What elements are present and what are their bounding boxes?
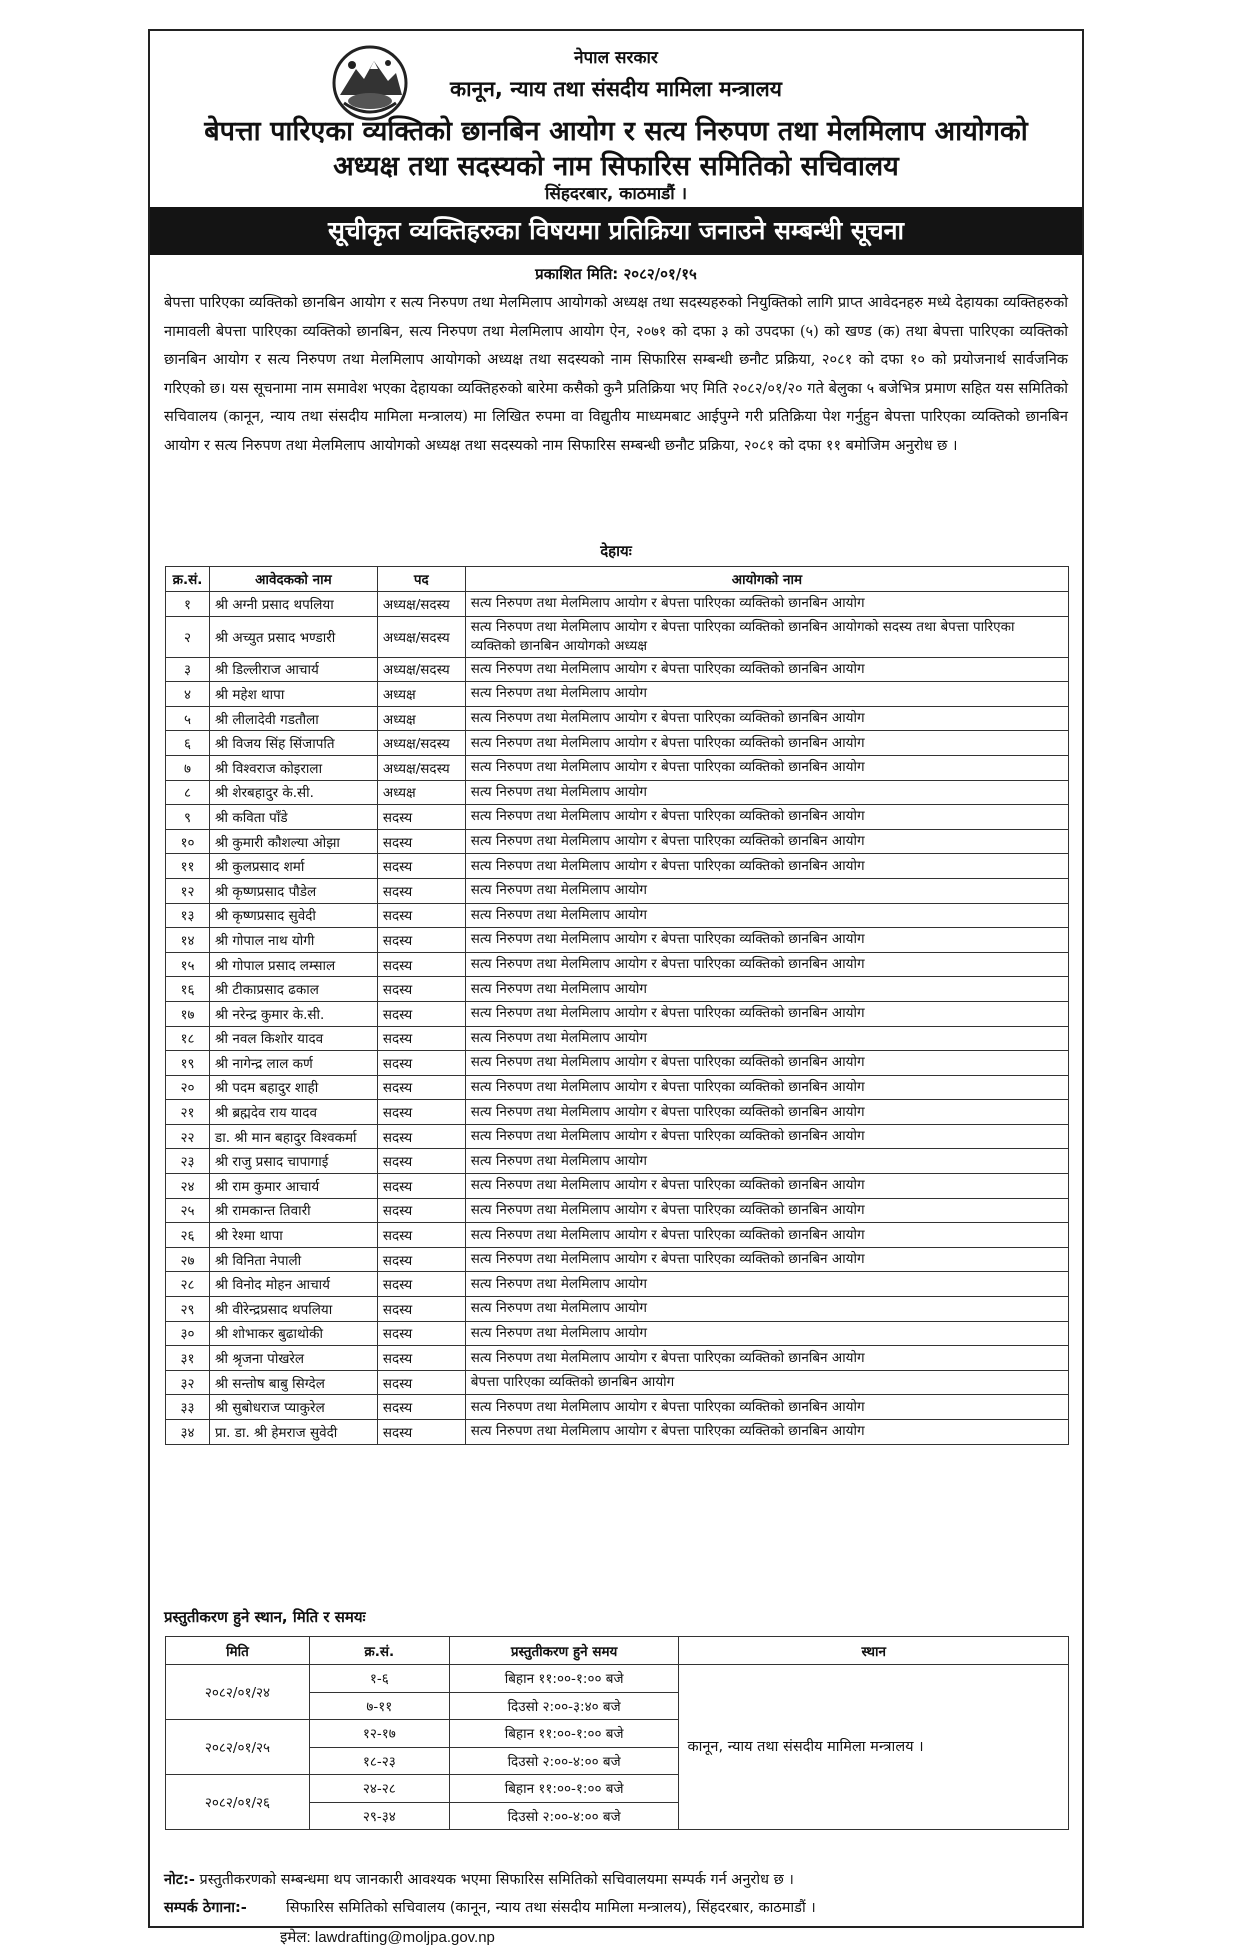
pres-serial-range: २४-२८ bbox=[309, 1775, 449, 1803]
presentation-table bbox=[165, 1636, 1069, 1830]
cell-post: सदस्य bbox=[377, 1395, 465, 1420]
pres-col-date: मिति bbox=[166, 1637, 310, 1665]
cell-post: सदस्य bbox=[377, 1420, 465, 1445]
notice-header bbox=[150, 31, 1082, 207]
table-row bbox=[166, 1297, 1069, 1322]
table-row bbox=[166, 780, 1069, 805]
cell-post: सदस्य bbox=[377, 928, 465, 953]
office-location: सिंहदरबार, काठमाडौं । bbox=[544, 184, 688, 204]
cell-serial: ३३ bbox=[166, 1395, 210, 1420]
table-row bbox=[166, 592, 1069, 617]
cell-serial: १५ bbox=[166, 952, 210, 977]
list-heading: देहायः bbox=[600, 542, 632, 560]
notice-body: बेपत्ता पारिएका व्यक्तिको छानबिन आयोग र सत्य निरुपण तथा मेलमिलाप आयोगको अध्यक्ष तथा सदस्यहरुको नियुक्तिको लागि प्राप्त आवेदनहरु मध्ये देहायका व्यक्तिहरुको नामावली बेपत्ता पारिएका व्यक्तिको छानबिन, सत्य निरुपण तथा मेलमिलाप आयोग ऐन, २०७१ को दफा ३ को उपदफा (५) को खण्ड (क) तथा बेपत्ता पारिएका व्यक्तिको छानबिन आयोग र सत्य निरुपण तथा मेलमिलाप आयोगको अध्यक्ष तथा सदस्यको नाम सिफारिस सम्बन्धी छनौट प्रक्रिया, २०८१ को दफा १० को प्रयोजनार्थ सार्वजनिक गरिएको छ। यस सूचनामा नाम समावेश भएका देहायका व्यक्तिहरुको बारेमा कसैको कुनै प्रतिक्रिया भए मिति २०८२/०१/२० गते बेलुका ५ बजेभित्र प्रमाण सहित यस समितिको सचिवालय (कानून, न्याय तथा संसदीय मामिला मन्त्रालय) मा लिखित रुपमा वा विद्युतीय माध्यमबाट आईपुग्ने गरी प्रतिक्रिया पेश गर्नुहुन बेपत्ता पारिएका व्यक्तिको छानबिन आयोग र सत्य निरुपण तथा मेलमिलाप आयोगको अध्यक्ष तथा सदस्यको नाम सिफारिस सम्बन्धी छनौट प्रक्रिया, २०८१ को दफा ११ बमोजिम अनुरोध छ । bbox=[164, 294, 1068, 454]
cell-applicant-name: श्री राजु प्रसाद चापागाई bbox=[209, 1149, 377, 1174]
cell-serial: ३४ bbox=[166, 1420, 210, 1445]
government-name: नेपाल सरकार bbox=[574, 48, 658, 68]
cell-post: अध्यक्ष/सदस्य bbox=[377, 755, 465, 780]
cell-serial: ३२ bbox=[166, 1370, 210, 1395]
cell-post: सदस्य bbox=[377, 1075, 465, 1100]
email-link[interactable]: lawdrafting@moljpa.gov.np bbox=[314, 1929, 495, 1946]
cell-serial: ३१ bbox=[166, 1346, 210, 1371]
cell-commission: सत्य निरुपण तथा मेलमिलाप आयोग र बेपत्ता पारिएका व्यक्तिको छानबिन आयोग bbox=[465, 1223, 1068, 1248]
cell-serial: २२ bbox=[166, 1124, 210, 1149]
table-header-row bbox=[166, 567, 1069, 592]
cell-commission: सत्य निरुपण तथा मेलमिलाप आयोग र बेपत्ता पारिएका व्यक्तिको छानबिन आयोग bbox=[465, 854, 1068, 879]
cell-applicant-name: श्री रामकान्त तिवारी bbox=[209, 1198, 377, 1223]
cell-post: सदस्य bbox=[377, 977, 465, 1002]
cell-commission: सत्य निरुपण तथा मेलमिलाप आयोग र बेपत्ता पारिएका व्यक्तिको छानबिन आयोगको सदस्य तथा बेपत्ता पारिएका व्यक्तिको छानबिन आयोगको अध्यक्ष bbox=[465, 616, 1068, 657]
cell-serial: १० bbox=[166, 829, 210, 854]
note bbox=[164, 1869, 1068, 1889]
cell-post: अध्यक्ष bbox=[377, 706, 465, 731]
email-label: इमेल: bbox=[280, 1929, 311, 1946]
cell-commission: सत्य निरुपण तथा मेलमिलाप आयोग bbox=[465, 1321, 1068, 1346]
table-row bbox=[166, 928, 1069, 953]
office-title-line1: बेपत्ता पारिएका व्यक्तिको छानबिन आयोग र सत्य निरुपण तथा मेलमिलाप आयोगको bbox=[204, 116, 1028, 147]
cell-applicant-name: श्री लीलादेवी गडतौला bbox=[209, 706, 377, 731]
cell-post: सदस्य bbox=[377, 1001, 465, 1026]
cell-applicant-name: श्री कृष्णप्रसाद सुवेदी bbox=[209, 903, 377, 928]
cell-serial: २५ bbox=[166, 1198, 210, 1223]
cell-post: सदस्य bbox=[377, 829, 465, 854]
cell-applicant-name: श्री श्रृजना पोखरेल bbox=[209, 1346, 377, 1371]
table-row bbox=[166, 829, 1069, 854]
col-header-name: आवेदकको नाम bbox=[209, 567, 377, 592]
cell-commission: सत्य निरुपण तथा मेलमिलाप आयोग bbox=[465, 977, 1068, 1002]
office-title-line2: अध्यक्ष तथा सदस्यको नाम सिफारिस समितिको सचिवालय bbox=[333, 151, 899, 182]
cell-commission: सत्य निरुपण तथा मेलमिलाप आयोग र बेपत्ता पारिएका व्यक्तिको छानबिन आयोग bbox=[465, 1100, 1068, 1125]
cell-applicant-name: श्री नवल किशोर यादव bbox=[209, 1026, 377, 1051]
table-row bbox=[166, 1174, 1069, 1199]
notice-banner: सूचीकृत व्यक्तिहरुका विषयमा प्रतिक्रिया जनाउने सम्बन्धी सूचना bbox=[150, 207, 1082, 255]
pres-time: दिउसो २:००-४:०० बजे bbox=[449, 1802, 679, 1830]
cell-commission: सत्य निरुपण तथा मेलमिलाप आयोग र बेपत्ता पारिएका व्यक्तिको छानबिन आयोग bbox=[465, 1124, 1068, 1149]
cell-post: सदस्य bbox=[377, 952, 465, 977]
cell-commission: सत्य निरुपण तथा मेलमिलाप आयोग bbox=[465, 780, 1068, 805]
note-text: प्रस्तुतीकरणको सम्बन्धमा थप जानकारी आवश्यक भएमा सिफारिस समितिको सचिवालयमा सम्पर्क गर्न अनुरोध छ । bbox=[199, 1872, 794, 1888]
cell-applicant-name: श्री कुमारी कौशल्या ओझा bbox=[209, 829, 377, 854]
cell-commission: सत्य निरुपण तथा मेलमिलाप आयोग र बेपत्ता पारिएका व्यक्तिको छानबिन आयोग bbox=[465, 755, 1068, 780]
pres-time: दिउसो २:००-४:०० बजे bbox=[449, 1747, 679, 1775]
cell-serial: १९ bbox=[166, 1051, 210, 1076]
cell-post: सदस्य bbox=[377, 1198, 465, 1223]
table-row bbox=[166, 952, 1069, 977]
table-row bbox=[166, 1149, 1069, 1174]
pres-serial-range: २९-३४ bbox=[309, 1802, 449, 1830]
email-line bbox=[280, 1927, 495, 1947]
cell-commission: सत्य निरुपण तथा मेलमिलाप आयोग bbox=[465, 1149, 1068, 1174]
cell-post: सदस्य bbox=[377, 1124, 465, 1149]
cell-post: सदस्य bbox=[377, 878, 465, 903]
pres-date: २०८२/०१/२४ bbox=[166, 1665, 310, 1720]
cell-post: अध्यक्ष bbox=[377, 682, 465, 707]
table-row bbox=[166, 755, 1069, 780]
cell-serial: ६ bbox=[166, 731, 210, 756]
cell-post: सदस्य bbox=[377, 1100, 465, 1125]
cell-serial: २० bbox=[166, 1075, 210, 1100]
cell-applicant-name: श्री कृष्णप्रसाद पौडेल bbox=[209, 878, 377, 903]
cell-applicant-name: श्री महेश थापा bbox=[209, 682, 377, 707]
cell-commission: सत्य निरुपण तथा मेलमिलाप आयोग र बेपत्ता पारिएका व्यक्तिको छानबिन आयोग bbox=[465, 731, 1068, 756]
pres-date: २०८२/०१/२५ bbox=[166, 1720, 310, 1775]
cell-applicant-name: डा. श्री मान बहादुर विश्वकर्मा bbox=[209, 1124, 377, 1149]
presentation-header-row bbox=[166, 1637, 1069, 1665]
cell-applicant-name: श्री राम कुमार आचार्य bbox=[209, 1174, 377, 1199]
cell-applicant-name: श्री शेरबहादुर के.सी. bbox=[209, 780, 377, 805]
cell-applicant-name: श्री ब्रह्मदेव राय यादव bbox=[209, 1100, 377, 1125]
cell-commission: बेपत्ता पारिएका व्यक्तिको छानबिन आयोग bbox=[465, 1370, 1068, 1395]
table-row bbox=[166, 1420, 1069, 1445]
table-row bbox=[166, 1051, 1069, 1076]
table-row bbox=[166, 657, 1069, 682]
cell-post: सदस्य bbox=[377, 1321, 465, 1346]
cell-commission: सत्य निरुपण तथा मेलमिलाप आयोग र बेपत्ता पारिएका व्यक्तिको छानबिन आयोग bbox=[465, 829, 1068, 854]
cell-post: सदस्य bbox=[377, 854, 465, 879]
note-label: नोट:- bbox=[164, 1872, 195, 1888]
cell-post: सदस्य bbox=[377, 1174, 465, 1199]
cell-serial: २८ bbox=[166, 1272, 210, 1297]
published-date: प्रकाशित मिति: २०८२/०१/१५ bbox=[535, 265, 697, 283]
cell-commission: सत्य निरुपण तथा मेलमिलाप आयोग bbox=[465, 1297, 1068, 1322]
table-row bbox=[166, 1100, 1069, 1125]
cell-serial: २७ bbox=[166, 1247, 210, 1272]
cell-serial: २४ bbox=[166, 1174, 210, 1199]
table-row bbox=[166, 682, 1069, 707]
contact-text: सिफारिस समितिको सचिवालय (कानून, न्याय तथा संसदीय मामिला मन्त्रालय), सिंहदरबार, काठमाडौं । bbox=[286, 1900, 816, 1916]
pres-date: २०८२/०१/२६ bbox=[166, 1775, 310, 1830]
candidate-table bbox=[165, 566, 1069, 1445]
cell-commission: सत्य निरुपण तथा मेलमिलाप आयोग र बेपत्ता पारिएका व्यक्तिको छानबिन आयोग bbox=[465, 1198, 1068, 1223]
cell-serial: १३ bbox=[166, 903, 210, 928]
cell-post: सदस्य bbox=[377, 1149, 465, 1174]
cell-serial: १७ bbox=[166, 1001, 210, 1026]
cell-commission: सत्य निरुपण तथा मेलमिलाप आयोग bbox=[465, 1272, 1068, 1297]
cell-post: अध्यक्ष/सदस्य bbox=[377, 657, 465, 682]
col-header-commission: आयोगको नाम bbox=[465, 567, 1068, 592]
table-row bbox=[166, 1272, 1069, 1297]
cell-serial: ७ bbox=[166, 755, 210, 780]
cell-serial: ३० bbox=[166, 1321, 210, 1346]
ministry-name: कानून, न्याय तथा संसदीय मामिला मन्त्रालय bbox=[450, 77, 782, 101]
pres-serial-range: १८-२३ bbox=[309, 1747, 449, 1775]
pres-serial-range: ७-११ bbox=[309, 1692, 449, 1720]
table-row bbox=[166, 1124, 1069, 1149]
cell-applicant-name: श्री सन्तोष बाबु सिग्देल bbox=[209, 1370, 377, 1395]
table-row bbox=[166, 731, 1069, 756]
cell-commission: सत्य निरुपण तथा मेलमिलाप आयोग र बेपत्ता पारिएका व्यक्तिको छानबिन आयोग bbox=[465, 928, 1068, 953]
pres-time: बिहान ११:००-१:०० बजे bbox=[449, 1665, 679, 1693]
table-row bbox=[166, 1321, 1069, 1346]
cell-commission: सत्य निरुपण तथा मेलमिलाप आयोग र बेपत्ता पारिएका व्यक्तिको छानबिन आयोग bbox=[465, 952, 1068, 977]
cell-serial: २१ bbox=[166, 1100, 210, 1125]
table-row bbox=[166, 1395, 1069, 1420]
pres-serial-range: १-६ bbox=[309, 1665, 449, 1693]
pres-time: बिहान ११:००-१:०० बजे bbox=[449, 1775, 679, 1803]
cell-applicant-name: श्री नागेन्द्र लाल कर्ण bbox=[209, 1051, 377, 1076]
pres-time: बिहान ११:००-१:०० बजे bbox=[449, 1720, 679, 1748]
table-row bbox=[166, 616, 1069, 657]
cell-post: सदस्य bbox=[377, 1223, 465, 1248]
cell-commission: सत्य निरुपण तथा मेलमिलाप आयोग र बेपत्ता पारिएका व्यक्तिको छानबिन आयोग bbox=[465, 1346, 1068, 1371]
cell-applicant-name: श्री कविता पाँडे bbox=[209, 805, 377, 830]
table-row bbox=[166, 977, 1069, 1002]
cell-post: सदस्य bbox=[377, 1370, 465, 1395]
cell-post: सदस्य bbox=[377, 1247, 465, 1272]
cell-applicant-name: श्री वीरेन्द्रप्रसाद थपलिया bbox=[209, 1297, 377, 1322]
cell-post: सदस्य bbox=[377, 903, 465, 928]
cell-post: सदस्य bbox=[377, 1272, 465, 1297]
table-row bbox=[166, 878, 1069, 903]
cell-post: सदस्य bbox=[377, 1346, 465, 1371]
table-row bbox=[166, 1247, 1069, 1272]
table-row bbox=[166, 903, 1069, 928]
cell-applicant-name: श्री पदम बहादुर शाही bbox=[209, 1075, 377, 1100]
cell-post: अध्यक्ष bbox=[377, 780, 465, 805]
cell-serial: ३ bbox=[166, 657, 210, 682]
cell-applicant-name: श्री विजय सिंह सिंजापति bbox=[209, 731, 377, 756]
cell-serial: १ bbox=[166, 592, 210, 617]
cell-applicant-name: श्री डिल्लीराज आचार्य bbox=[209, 657, 377, 682]
pres-col-serial: क्र.सं. bbox=[309, 1637, 449, 1665]
cell-serial: १६ bbox=[166, 977, 210, 1002]
cell-commission: सत्य निरुपण तथा मेलमिलाप आयोग र बेपत्ता पारिएका व्यक्तिको छानबिन आयोग bbox=[465, 592, 1068, 617]
cell-applicant-name: श्री टीकाप्रसाद ढकाल bbox=[209, 977, 377, 1002]
cell-commission: सत्य निरुपण तथा मेलमिलाप आयोग र बेपत्ता पारिएका व्यक्तिको छानबिन आयोग bbox=[465, 706, 1068, 731]
table-row bbox=[166, 854, 1069, 879]
cell-applicant-name: श्री रेश्मा थापा bbox=[209, 1223, 377, 1248]
cell-serial: ८ bbox=[166, 780, 210, 805]
cell-serial: ११ bbox=[166, 854, 210, 879]
cell-commission: सत्य निरुपण तथा मेलमिलाप आयोग र बेपत्ता पारिएका व्यक्तिको छानबिन आयोग bbox=[465, 1001, 1068, 1026]
pres-serial-range: १२-१७ bbox=[309, 1720, 449, 1748]
cell-applicant-name: श्री नरेन्द्र कुमार के.सी. bbox=[209, 1001, 377, 1026]
cell-applicant-name: श्री विनिता नेपाली bbox=[209, 1247, 377, 1272]
pres-col-venue: स्थान bbox=[679, 1637, 1069, 1665]
table-row bbox=[166, 1370, 1069, 1395]
contact-label: सम्पर्क ठेगाना:- bbox=[164, 1900, 247, 1916]
cell-commission: सत्य निरुपण तथा मेलमिलाप आयोग र बेपत्ता पारिएका व्यक्तिको छानबिन आयोग bbox=[465, 1174, 1068, 1199]
cell-serial: २९ bbox=[166, 1297, 210, 1322]
table-row bbox=[166, 805, 1069, 830]
cell-commission: सत्य निरुपण तथा मेलमिलाप आयोग र बेपत्ता पारिएका व्यक्तिको छानबिन आयोग bbox=[465, 805, 1068, 830]
cell-applicant-name: श्री शोभाकर बुढाथोकी bbox=[209, 1321, 377, 1346]
pres-col-time: प्रस्तुतीकरण हुने समय bbox=[449, 1637, 679, 1665]
contact-address bbox=[164, 1897, 1068, 1917]
cell-serial: १४ bbox=[166, 928, 210, 953]
cell-commission: सत्य निरुपण तथा मेलमिलाप आयोग र बेपत्ता पारिएका व्यक्तिको छानबिन आयोग bbox=[465, 1395, 1068, 1420]
table-row bbox=[166, 1346, 1069, 1371]
cell-commission: सत्य निरुपण तथा मेलमिलाप आयोग र बेपत्ता पारिएका व्यक्तिको छानबिन आयोग bbox=[465, 657, 1068, 682]
cell-commission: सत्य निरुपण तथा मेलमिलाप आयोग र बेपत्ता पारिएका व्यक्तिको छानबिन आयोग bbox=[465, 1420, 1068, 1445]
cell-applicant-name: प्रा. डा. श्री हेमराज सुवेदी bbox=[209, 1420, 377, 1445]
cell-post: सदस्य bbox=[377, 1051, 465, 1076]
cell-commission: सत्य निरुपण तथा मेलमिलाप आयोग र बेपत्ता पारिएका व्यक्तिको छानबिन आयोग bbox=[465, 1051, 1068, 1076]
pres-venue: कानून, न्याय तथा संसदीय मामिला मन्त्रालय । bbox=[679, 1665, 1069, 1830]
presentation-row bbox=[166, 1665, 1069, 1693]
cell-commission: सत्य निरुपण तथा मेलमिलाप आयोग bbox=[465, 682, 1068, 707]
pres-time: दिउसो २:००-३:४० बजे bbox=[449, 1692, 679, 1720]
cell-applicant-name: श्री विश्वराज कोइराला bbox=[209, 755, 377, 780]
cell-post: सदस्य bbox=[377, 805, 465, 830]
cell-post: सदस्य bbox=[377, 1297, 465, 1322]
cell-commission: सत्य निरुपण तथा मेलमिलाप आयोग र बेपत्ता पारिएका व्यक्तिको छानबिन आयोग bbox=[465, 1247, 1068, 1272]
cell-applicant-name: श्री विनोद मोहन आचार्य bbox=[209, 1272, 377, 1297]
col-header-serial: क्र.सं. bbox=[166, 567, 210, 592]
cell-post: सदस्य bbox=[377, 1026, 465, 1051]
presentation-heading: प्रस्तुतीकरण हुने स्थान, मिति र समयः bbox=[164, 1608, 366, 1626]
cell-serial: ४ bbox=[166, 682, 210, 707]
cell-commission: सत्य निरुपण तथा मेलमिलाप आयोग bbox=[465, 1026, 1068, 1051]
table-row bbox=[166, 1223, 1069, 1248]
cell-serial: २६ bbox=[166, 1223, 210, 1248]
cell-serial: ९ bbox=[166, 805, 210, 830]
table-row bbox=[166, 1075, 1069, 1100]
table-row bbox=[166, 1198, 1069, 1223]
cell-post: अध्यक्ष/सदस्य bbox=[377, 731, 465, 756]
cell-applicant-name: श्री गोपाल नाथ योगी bbox=[209, 928, 377, 953]
cell-applicant-name: श्री गोपाल प्रसाद लम्साल bbox=[209, 952, 377, 977]
cell-applicant-name: श्री कुलप्रसाद शर्मा bbox=[209, 854, 377, 879]
table-row bbox=[166, 1026, 1069, 1051]
cell-applicant-name: श्री अग्नी प्रसाद थपलिया bbox=[209, 592, 377, 617]
col-header-post: पद bbox=[377, 567, 465, 592]
table-row bbox=[166, 1001, 1069, 1026]
cell-serial: ५ bbox=[166, 706, 210, 731]
cell-commission: सत्य निरुपण तथा मेलमिलाप आयोग bbox=[465, 903, 1068, 928]
cell-serial: २३ bbox=[166, 1149, 210, 1174]
cell-serial: १२ bbox=[166, 878, 210, 903]
cell-applicant-name: श्री अच्युत प्रसाद भण्डारी bbox=[209, 616, 377, 657]
cell-serial: १८ bbox=[166, 1026, 210, 1051]
cell-commission: सत्य निरुपण तथा मेलमिलाप आयोग र बेपत्ता पारिएका व्यक्तिको छानबिन आयोग bbox=[465, 1075, 1068, 1100]
cell-commission: सत्य निरुपण तथा मेलमिलाप आयोग bbox=[465, 878, 1068, 903]
cell-applicant-name: श्री सुबोधराज प्याकुरेल bbox=[209, 1395, 377, 1420]
cell-serial: २ bbox=[166, 616, 210, 657]
cell-post: अध्यक्ष/सदस्य bbox=[377, 616, 465, 657]
cell-post: अध्यक्ष/सदस्य bbox=[377, 592, 465, 617]
table-row bbox=[166, 706, 1069, 731]
notice-frame bbox=[148, 29, 1084, 1946]
